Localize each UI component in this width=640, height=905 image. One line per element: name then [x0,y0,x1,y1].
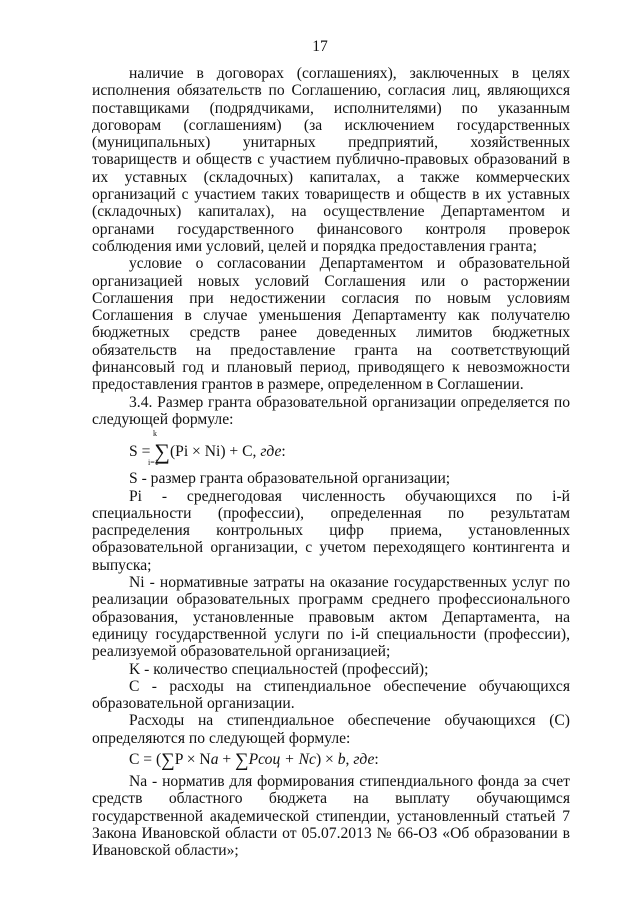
page-number: 17 [312,38,328,55]
paragraph-grant-size: 3.4. Размер гранта образовательной организации определяется по следующей формуле: [92,393,570,428]
document-body [92,65,570,859]
sigma-symbol-2: ∑ [235,749,249,771]
definition-ni: Ni - нормативные затраты на оказание государственных услуг по реализации образовательных программ среднего профессионального образования, установленные правовым актом Департамента, на единицу государственной услуги по i-й специальности (профессии), реализуемой образовательной организацией; [92,574,570,661]
formula-where: где [260,443,282,461]
formula-lhs: S = [129,443,155,461]
sum-lower-limit: i=1 [148,458,159,468]
formula2-where: где [353,750,375,768]
paragraph-agreement-termination: условие о согласовании Департаментом и образовательной организацией новых условий Соглашения или о расторжении Соглашения при недостижении согласия по новым условиям Соглашения в случае уменьшения Департаменту как получателю бюджетных средств ранее доведенных лимитов бюджетных обязательств на предоставление гранта на соответствующий финансовый год и плановый период, приводящего к невозможности предоставления грантов в размере, определенном в Соглашении. [92,255,570,394]
definition-na: Na - норматив для формирования стипендиального фонда за счет средств областного бюджета на выплату обучающимся государственной академической стипендии, установленный статьей 7 Закона Ивановской области от 05.07.2013 № 66-ОЗ «Об образовании в Ивановской области»; [92,772,570,860]
formula2-tail: : [374,750,379,768]
sum-upper-limit: k [153,429,157,439]
definition-pi: Pi - среднегодовая численность обучающихся по i-й специальности (профессии), определенная по результатам распределения контрольных цифр приема, установленных образовательной организации, с учетом переходящего контингента и выпуска; [92,487,570,574]
formula-body: (Pi × Ni) + C, [169,443,261,461]
definition-c: C - расходы на стипендиальное обеспечение обучающихся образовательной организации. [92,677,570,713]
paragraph-agreement-consent: наличие в договорах (соглашениях), заключенных в целях исполнения обязательств по Соглашению, согласия лиц, являющихся поставщиками (подрядчиками, исполнителями) по указанным договорам (соглашениям) (за исключением государственных (муниципальных) унитарных предприятий, хозяйственных товариществ и обществ с участием публично-правовых образований в их уставных (складочных) капиталах, а также коммерческих организаций с участием таких товариществ и обществ в их уставных (складочных) капиталах), на осуществление Департаментом и органами государственного финансового контроля проверок соблюдения ими условий, целей и порядка предоставления гранта; [92,65,570,255]
grant-formula [129,431,570,467]
formula-tail: : [281,443,286,461]
formula2-comma: , [345,750,354,768]
sigma-symbol: ∑ [154,439,170,465]
formula2-b: b [337,750,346,768]
formula2-plus2: + [280,750,299,768]
formula2-plus: + [218,750,236,768]
paragraph-stipend-formula-intro: Расходы на стипендиальное обеспечение обучающихся (С) определяются по следующей формуле: [92,712,570,747]
formula2-part1: P × N [174,750,211,768]
stipend-formula [129,749,570,771]
formula2-close: ) × [315,750,338,768]
sigma-symbol-1: ∑ [161,749,175,771]
formula2-psoc: Pсоц [248,750,281,768]
formula2-nc: Nc [298,750,316,768]
definition-s: S - размер гранта образовательной организации; [129,470,451,488]
formula2-a: a [210,750,219,768]
formula2-lhs: C = ( [129,750,162,768]
definition-k: K - количество специальностей (профессий); [129,660,429,678]
